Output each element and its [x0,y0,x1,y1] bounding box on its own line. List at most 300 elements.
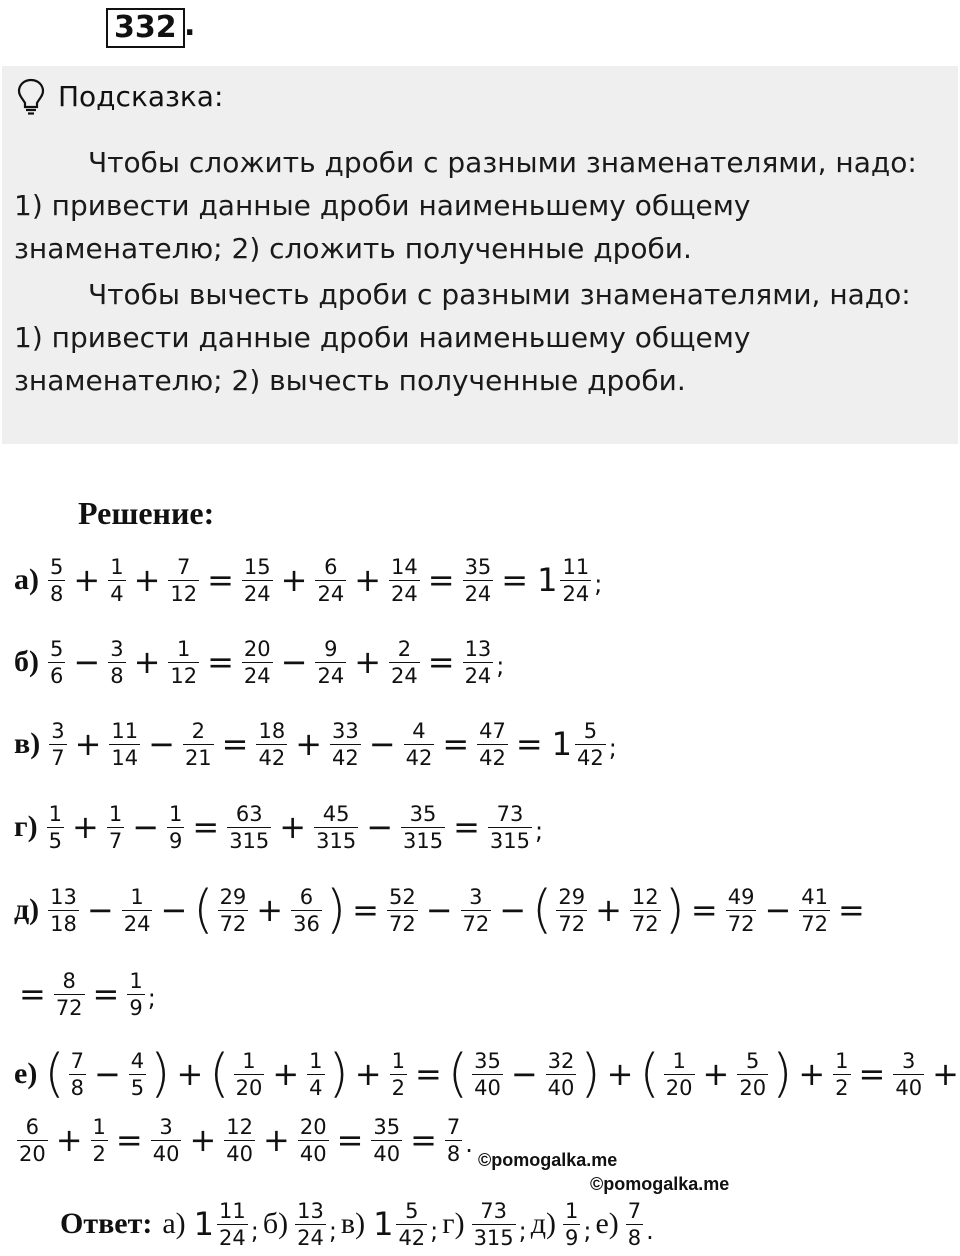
fraction-numerator: 4 [412,718,426,743]
fraction-numerator: 35 [464,554,492,579]
fraction-numerator: 6 [324,554,338,579]
fraction [242,636,273,689]
fraction-numerator: 3 [469,884,483,909]
fraction [390,1048,407,1101]
fraction-numerator: 20 [299,1114,327,1139]
item-label: е) [14,1057,38,1090]
operator: = [207,643,234,681]
answer-letter: б) [262,1207,289,1240]
fraction-denominator: 20 [665,1075,693,1100]
fraction [307,1048,324,1101]
operator: = [427,643,455,681]
fraction [463,554,494,607]
fraction-numerator: 1 [177,636,191,661]
fraction-denominator: 24 [243,581,271,606]
fraction-denominator: 9 [129,995,143,1020]
fraction-denominator: 24 [391,581,418,606]
fraction-denominator: 2 [92,1141,106,1166]
punctuation: . [646,1216,654,1245]
answer-line [60,1192,658,1256]
operator: + [702,1055,730,1093]
fraction [833,1048,850,1101]
fraction-denominator: 72 [558,911,586,936]
operator: + [74,725,102,763]
hint-line: знаменателю; 2) вычесть полученные дроби. [14,364,686,397]
fraction-numerator: 3 [110,636,124,661]
fraction-denominator: 40 [373,1141,401,1166]
fraction-denominator: 8 [110,663,124,688]
fraction [463,636,494,689]
whole-part: 1 [193,1205,214,1243]
fraction [560,554,591,607]
fraction-denominator: 24 [391,663,418,688]
fraction-numerator: 1 [242,1048,256,1073]
fraction-denominator: 42 [405,745,433,770]
hint-line: 1) привести данные дроби наименьшему общему [14,189,751,222]
fraction [48,636,65,689]
operator: − [764,891,792,929]
fraction-numerator: 2 [191,718,205,743]
item-label: д) [14,893,40,926]
fraction-numerator: 5 [50,554,64,579]
item-label: г) [14,810,38,843]
operator: + [133,561,161,599]
fraction [17,1114,48,1167]
fraction-numerator: 4 [130,1048,145,1073]
fraction [49,718,66,771]
fraction [168,636,199,689]
parenthesis: ) [580,1044,601,1104]
fraction-denominator: 24 [464,581,492,606]
fraction-numerator: 49 [727,884,755,909]
fraction-denominator: 9 [565,1225,579,1250]
operator: = [858,1055,886,1093]
fraction-denominator: 5 [48,828,62,853]
operator: + [55,1121,83,1159]
fraction-denominator: 40 [226,1141,254,1166]
fraction-numerator: 20 [243,636,271,661]
parenthesis: ( [447,1044,469,1104]
fraction-numerator: 1 [92,1114,106,1139]
operator: = [19,975,46,1013]
fraction [48,884,79,937]
fraction-numerator: 8 [62,968,76,993]
fraction-denominator: 8 [446,1141,461,1166]
fraction [404,718,435,771]
fraction [371,1114,402,1167]
answer-letter: е) [595,1207,619,1240]
operator: = [501,561,529,599]
fraction [387,884,418,937]
parenthesis: ) [772,1044,793,1104]
fraction-denominator: 20 [235,1075,263,1100]
answer-item [442,1198,526,1251]
operator: + [354,1055,382,1093]
fraction-denominator: 24 [123,911,151,936]
fraction-numerator: 29 [558,884,586,909]
fraction-numerator: 11 [219,1198,246,1223]
equation-row [14,630,504,694]
operator: − [280,643,308,681]
fraction-numerator: 35 [409,801,437,826]
fraction-numerator: 5 [583,718,598,743]
fraction-numerator: 12 [631,884,659,909]
operator: = [453,808,480,846]
fraction-numerator: 3 [902,1048,916,1073]
fraction-numerator: 9 [324,636,338,661]
fraction-numerator: 5 [405,1198,419,1223]
operator: = [92,975,120,1013]
fraction-denominator: 4 [309,1075,323,1100]
operator: + [354,643,382,681]
fraction-numerator: 1 [169,801,183,826]
fraction-numerator: 13 [50,884,77,909]
operator: + [932,1055,959,1093]
fraction [91,1114,108,1167]
fraction-denominator: 18 [50,911,77,936]
fraction-denominator: 8 [70,1075,84,1100]
fraction-denominator: 12 [170,581,198,606]
fraction-numerator: 32 [547,1048,575,1073]
parenthesis: ) [325,880,347,940]
answer-letter: д) [530,1207,557,1240]
fraction [726,884,757,937]
answer-item [595,1198,653,1251]
fraction-denominator: 7 [51,745,65,770]
operator: = [838,891,865,929]
fraction-numerator: 5 [50,636,64,661]
fraction [546,1048,577,1101]
operator: + [73,561,101,599]
answer-item [531,1198,592,1251]
operator: = [414,1055,442,1093]
fraction-denominator: 42 [577,745,604,770]
fraction-numerator: 12 [226,1114,254,1139]
operator: + [595,891,622,929]
punctuation: ; [430,1216,439,1245]
fraction-numerator: 1 [835,1048,849,1073]
fraction-numerator: 11 [562,554,590,579]
parenthesis: ( [209,1044,230,1104]
fraction [401,801,445,854]
parenthesis: ( [532,880,553,940]
operator: − [160,891,188,929]
fraction-denominator: 72 [219,911,247,936]
fraction-numerator: 5 [746,1048,760,1073]
operator: = [515,725,543,763]
watermark: ©pomogalka.me [590,1174,730,1194]
fraction-denominator: 24 [317,663,345,688]
punctuation: ; [583,1216,592,1245]
operator: + [263,1121,290,1159]
fraction [108,636,125,689]
operator: − [499,891,527,929]
punctuation: ; [518,1216,527,1245]
fraction [48,554,65,607]
parenthesis: ( [639,1044,660,1104]
fraction-numerator: 1 [48,801,62,826]
equation-row [14,1042,960,1106]
fraction-numerator: 47 [479,718,506,743]
fraction-denominator: 4 [110,581,124,606]
fraction-denominator: 24 [243,663,271,688]
fraction-denominator: 40 [152,1141,180,1166]
fraction-numerator: 6 [299,884,314,909]
fraction-denominator: 24 [317,581,345,606]
fraction-numerator: 7 [627,1198,642,1223]
fraction-denominator: 42 [398,1225,426,1250]
fraction-denominator: 42 [479,745,506,770]
punctuation: ; [608,734,617,762]
fraction-numerator: 63 [235,801,263,826]
fraction-numerator: 73 [480,1198,507,1223]
fraction-denominator: 72 [388,911,416,936]
hint-line: Чтобы сложить дроби с разными знаменателями, надо: [88,146,917,179]
fraction [389,636,420,689]
fraction [234,1048,265,1101]
fraction [168,554,199,607]
fraction [167,801,184,854]
equation-row [14,878,870,942]
fraction-numerator: 1 [309,1048,323,1073]
fraction-numerator: 45 [322,801,350,826]
fraction-denominator: 72 [801,911,829,936]
fraction-numerator: 18 [258,718,286,743]
fraction [129,1048,146,1101]
parenthesis: ( [44,1044,65,1104]
operator: − [510,1055,538,1093]
operator: − [366,808,393,846]
fraction-numerator: 1 [565,1198,579,1223]
parenthesis: ) [664,880,685,940]
fraction-denominator: 9 [169,828,183,853]
operator: + [798,1055,826,1093]
fraction [556,884,587,937]
fraction [47,801,64,854]
fraction-denominator: 8 [50,581,64,606]
fraction-numerator: 11 [111,718,139,743]
operator: − [93,1055,121,1093]
fraction [108,554,125,607]
fraction-denominator: 8 [627,1225,642,1250]
operator: + [72,808,99,846]
answer-letter: в) [340,1207,366,1240]
fraction [54,968,85,1021]
fraction-numerator: 73 [496,801,524,826]
fraction-denominator: 24 [219,1225,246,1250]
fraction-denominator: 36 [293,911,320,936]
operator: + [256,891,284,929]
fraction-denominator: 315 [403,828,444,853]
equation-row [14,548,602,612]
task-number-dot: . [184,8,196,43]
fraction-denominator: 20 [739,1075,767,1100]
fraction-denominator: 2 [391,1075,405,1100]
fraction-denominator: 42 [332,745,359,770]
fraction [799,884,830,937]
fraction [298,1114,329,1167]
answer-items [162,1198,657,1251]
fraction [737,1048,768,1101]
fraction [218,884,249,937]
fraction-denominator: 2 [835,1075,849,1100]
operator: = [352,891,379,929]
operator: − [86,891,114,929]
hint-title: Подсказка: [58,80,224,113]
whole-part: 1 [373,1205,394,1243]
fraction [314,801,358,854]
hint-line: Чтобы вычесть дроби с разными знаменателями, надо: [88,278,911,311]
fraction-denominator: 72 [631,911,659,936]
item-label: а) [14,563,39,596]
fraction-denominator: 40 [474,1075,501,1100]
fraction-denominator: 315 [473,1225,514,1250]
hint-line: знаменателю; 2) сложить полученные дроби. [14,232,692,265]
fraction-numerator: 15 [243,554,271,579]
fraction [224,1114,255,1167]
punctuation: ; [328,1216,337,1245]
punctuation: ; [594,570,603,598]
fraction-denominator: 315 [229,828,270,853]
operator: − [368,725,396,763]
whole-part: 1 [537,561,558,599]
punctuation: . [465,1130,473,1158]
operator: = [221,725,249,763]
whole-part: 1 [551,725,573,763]
fraction [472,1198,516,1251]
fraction [256,718,287,771]
watermark: ©pomogalka.me [478,1150,618,1170]
punctuation: ; [147,984,156,1012]
operator: − [132,808,159,846]
fraction-denominator: 40 [299,1141,327,1166]
operator: + [189,1121,217,1159]
fraction [227,801,271,854]
fraction-denominator: 315 [489,828,530,853]
fraction-numerator: 33 [332,718,359,743]
operator: − [425,891,453,929]
fraction-numerator: 13 [297,1198,324,1223]
fraction-numerator: 6 [25,1114,40,1139]
fraction-numerator: 3 [51,718,65,743]
fraction [472,1048,503,1101]
fraction [127,968,144,1021]
operator: − [73,643,101,681]
fraction-numerator: 1 [672,1048,686,1073]
answer-item [341,1198,438,1251]
fraction-denominator: 42 [258,745,286,770]
fraction-denominator: 72 [462,911,490,936]
parenthesis: ) [328,1044,349,1104]
parenthesis: ( [193,880,214,940]
operator: + [272,1055,300,1093]
equation-row [14,795,543,859]
fraction [488,801,532,854]
fraction [122,884,153,937]
operator: = [192,808,220,846]
fraction [291,884,322,937]
fraction-numerator: 35 [474,1048,501,1073]
fraction-denominator: 14 [111,745,139,770]
solution-title: Решение: [78,495,215,531]
fraction-numerator: 1 [129,968,143,993]
fraction [242,554,273,607]
operator: + [279,808,307,846]
fraction [461,884,492,937]
fraction [445,1114,462,1167]
fraction [295,1198,326,1251]
fraction [315,554,346,607]
fraction [396,1198,427,1251]
operator: + [176,1055,204,1093]
fraction-denominator: 5 [130,1075,145,1100]
fraction [217,1198,248,1251]
fraction-numerator: 14 [391,554,418,579]
operator: + [606,1055,634,1093]
fraction [69,1048,86,1101]
fraction [893,1048,924,1101]
lightbulb-icon [16,78,46,116]
operator: = [410,1121,437,1159]
fraction-numerator: 1 [110,554,124,579]
operator: = [115,1121,143,1159]
fraction-denominator: 24 [297,1225,324,1250]
answer-label: Ответ: [60,1207,153,1240]
fraction-numerator: 2 [397,636,412,661]
fraction-numerator: 3 [159,1114,173,1139]
item-label: б) [14,645,39,678]
operator: = [427,561,455,599]
fraction [389,554,420,607]
operator: = [442,725,470,763]
hint-line: 1) привести данные дроби наименьшему общему [14,321,751,354]
fraction-numerator: 41 [801,884,829,909]
fraction-numerator: 7 [70,1048,84,1073]
operator: + [280,561,308,599]
fraction [626,1198,643,1251]
answer-letter: г) [442,1207,465,1240]
operator: = [336,1121,364,1159]
fraction-numerator: 29 [219,884,247,909]
answer-letter: а) [162,1207,186,1240]
fraction-denominator: 40 [895,1075,923,1100]
operator: − [148,725,175,763]
fraction [630,884,661,937]
fraction-numerator: 1 [130,884,144,909]
fraction-denominator: 72 [55,995,83,1020]
operator: + [133,643,161,681]
fraction-denominator: 24 [464,663,492,688]
fraction [664,1048,695,1101]
fraction-denominator: 7 [108,828,123,853]
item-label: в) [14,727,41,760]
fraction [315,636,346,689]
fraction-denominator: 24 [562,581,590,606]
fraction-denominator: 40 [547,1075,575,1100]
fraction-numerator: 7 [446,1114,461,1139]
fraction-numerator: 7 [177,554,191,579]
fraction [563,1198,580,1251]
operator: = [207,561,234,599]
fraction-numerator: 1 [391,1048,405,1073]
fraction-denominator: 315 [316,828,357,853]
operator: = [690,891,718,929]
parenthesis: ) [150,1044,171,1104]
equation-row [14,712,617,776]
fraction-numerator: 35 [373,1114,401,1139]
fraction [477,718,508,771]
task-number: 332 [106,8,185,48]
